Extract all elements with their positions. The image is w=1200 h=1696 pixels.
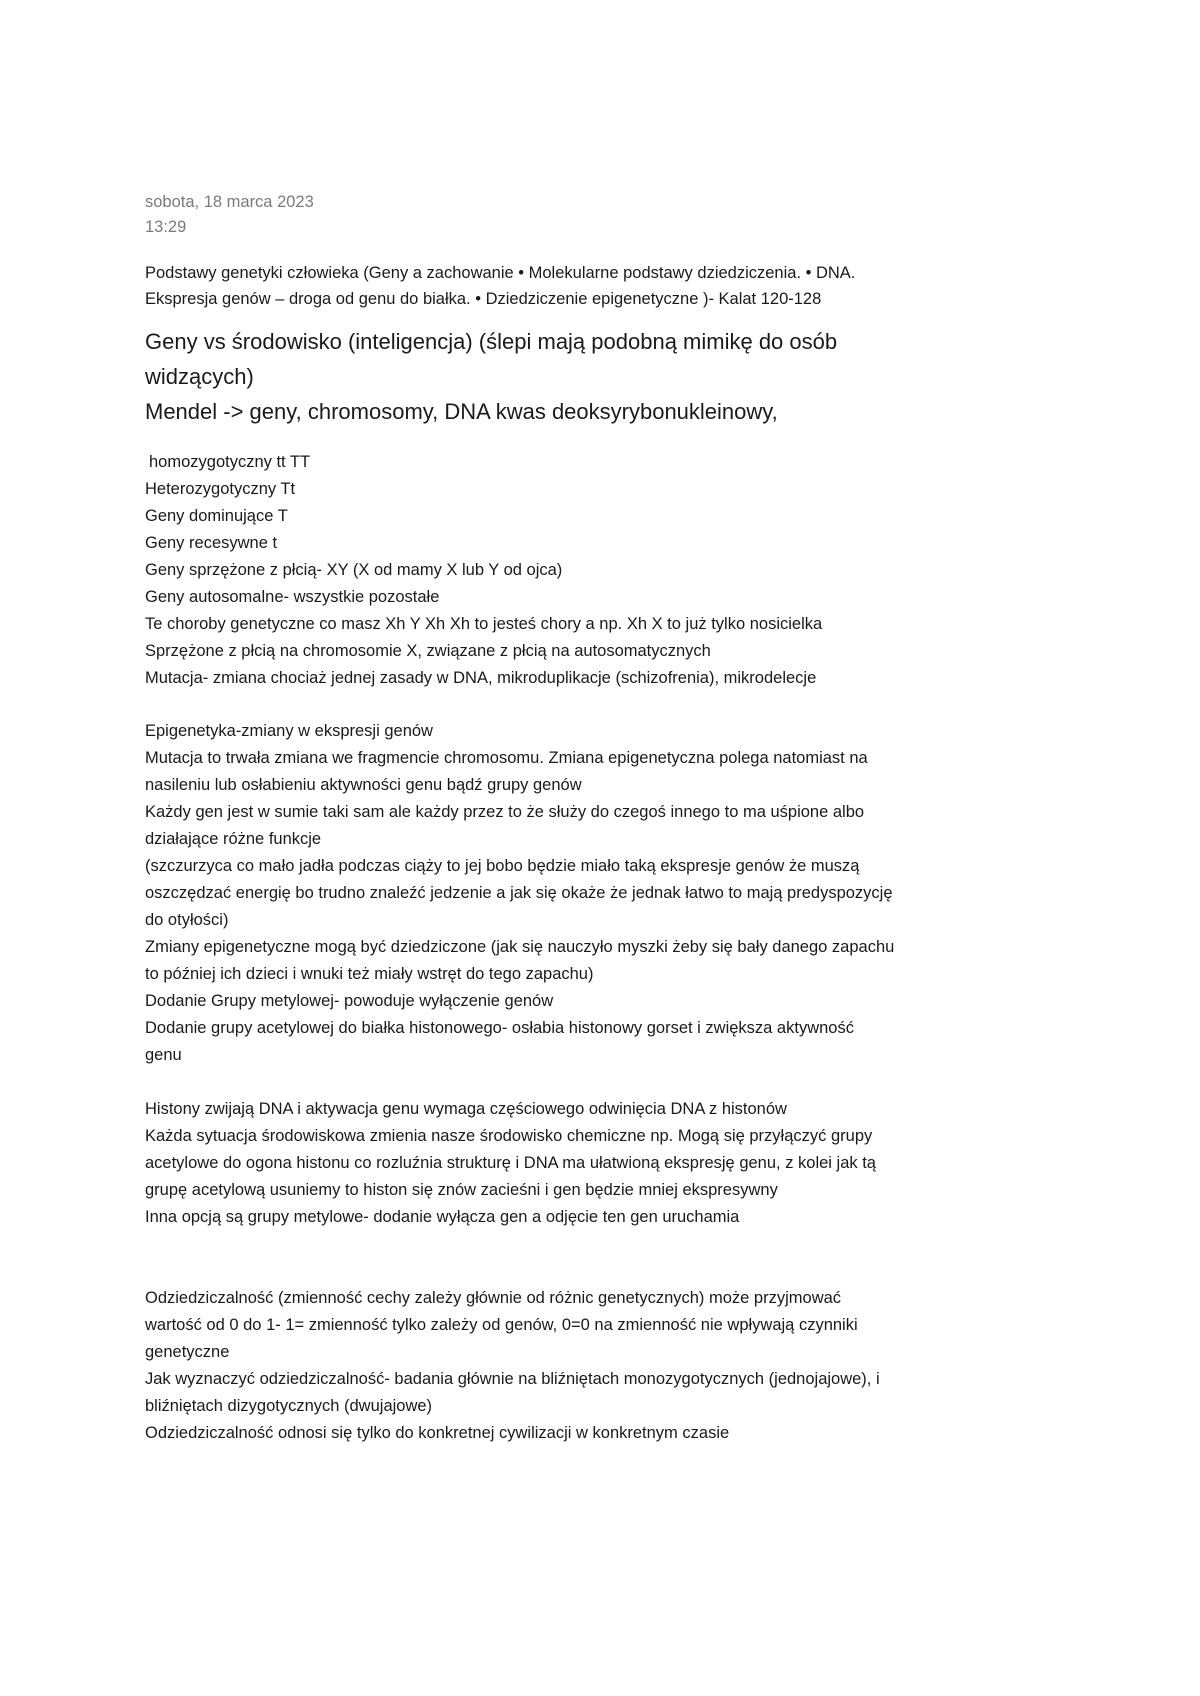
text-line: Dodanie Grupy metylowej- powoduje wyłączenie genów <box>145 992 554 1010</box>
heading-line: widzących) <box>145 364 254 389</box>
intro-line: Ekspresja genów – droga od genu do białka. • Dziedziczenie epigenetyczne )- Kalat 120-128 <box>145 290 822 308</box>
text-line: Geny sprzężone z płcią- XY (X od mamy X lub Y od ojca) <box>145 561 563 579</box>
text-line: Inna opcją są grupy metylowe- dodanie wyłącza gen a odjęcie ten gen uruchamia <box>145 1208 740 1226</box>
text-line: Odziedziczalność (zmienność cechy zależy głównie od różnic genetycznych) może przyjmować <box>145 1289 842 1307</box>
text-line: bliźniętach dizygotycznych (dwujajowe) <box>145 1397 433 1415</box>
text-line: Sprzężone z płcią na chromosomie X, związane z płcią na autosomatycznych <box>145 642 711 660</box>
text-line: Dodanie grupy acetylowej do białka histonowego- osłabia histonowy gorset i zwiększa aktywność <box>145 1019 854 1037</box>
heading-line: Mendel -> geny, chromosomy, DNA kwas deoksyrybonukleinowy, <box>145 399 778 424</box>
heritability-section <box>145 1285 1075 1447</box>
topic-intro <box>145 260 1075 312</box>
note-time: 13:29 <box>145 218 187 236</box>
text-line: działające różne funkcje <box>145 830 322 848</box>
text-line: grupę acetylową usuniemy to histon się znów zacieśni i gen będzie mniej ekspresywny <box>145 1181 778 1199</box>
text-line: oszczędzać energię bo trudno znaleźć jedzenie a jak się okaże że jednak łatwo to mają predyspozycję <box>145 884 893 902</box>
intro-line: Podstawy genetyki człowieka (Geny a zachowanie • Molekularne podstawy dziedziczenia. • DNA. <box>145 264 856 282</box>
text-line: acetylowe do ogona histonu co rozluźnia strukturę i DNA ma ułatwioną ekspresję genu, z kolei jak tą <box>145 1154 876 1172</box>
text-line: Odziedziczalność odnosi się tylko do konkretnej cywilizacji w konkretnym czasie <box>145 1424 730 1442</box>
note-content <box>145 190 1075 1447</box>
text-line: Każda sytuacja środowiskowa zmienia nasze środowisko chemiczne np. Mogą się przyłączyć grupy <box>145 1127 873 1145</box>
text-line: homozygotyczny tt TT <box>149 453 311 471</box>
note-metadata <box>145 190 1075 240</box>
text-line: genetyczne <box>145 1343 230 1361</box>
note-date: sobota, 18 marca 2023 <box>145 193 314 211</box>
note-heading <box>145 324 1075 429</box>
text-line: do otyłości) <box>145 911 229 929</box>
text-line: Histony zwijają DNA i aktywacja genu wymaga częściowego odwinięcia DNA z histonów <box>145 1100 787 1118</box>
text-line: Geny dominujące T <box>145 507 288 525</box>
genetics-terms-section <box>145 449 1075 692</box>
epigenetics-section <box>145 718 1075 1069</box>
text-line: to później ich dzieci i wnuki też miały wstręt do tego zapachu) <box>145 965 594 983</box>
histones-section <box>145 1096 1075 1231</box>
text-line: wartość od 0 do 1- 1= zmienność tylko zależy od genów, 0=0 na zmienność nie wpływają czynniki <box>145 1316 858 1334</box>
heading-line: Geny vs środowisko (inteligencja) (ślepi mają podobną mimikę do osób <box>145 329 838 354</box>
text-line: (szczurzyca co mało jadła podczas ciąży to jej bobo będzie miało taką ekspresje genów że muszą <box>145 857 860 875</box>
text-line: Jak wyznaczyć odziedziczalność- badania głównie na bliźniętach monozygotycznych (jednojajowe), i <box>145 1370 880 1388</box>
text-line: Heterozygotyczny Tt <box>145 480 296 498</box>
text-line: Te choroby genetyczne co masz Xh Y Xh Xh to jesteś chory a np. Xh X to już tylko nosicielka <box>145 615 823 633</box>
text-line: Geny recesywne t <box>145 534 278 552</box>
text-line: nasileniu lub osłabieniu aktywności genu bądź grupy genów <box>145 776 582 794</box>
text-line: Mutacja- zmiana chociaż jednej zasady w DNA, mikroduplikacje (schizofrenia), mikrodelecje <box>145 669 817 687</box>
text-line: Epigenetyka-zmiany w ekspresji genów <box>145 722 433 740</box>
text-line: Mutacja to trwała zmiana we fragmencie chromosomu. Zmiana epigenetyczna polega natomiast na <box>145 749 868 767</box>
text-line: Geny autosomalne- wszystkie pozostałe <box>145 588 440 606</box>
text-line: Każdy gen jest w sumie taki sam ale każdy przez to że służy do czegoś innego to ma uśpione albo <box>145 803 865 821</box>
text-line: genu <box>145 1046 182 1064</box>
text-line: Zmiany epigenetyczne mogą być dziedziczone (jak się nauczyło myszki żeby się bały danego zapachu <box>145 938 895 956</box>
